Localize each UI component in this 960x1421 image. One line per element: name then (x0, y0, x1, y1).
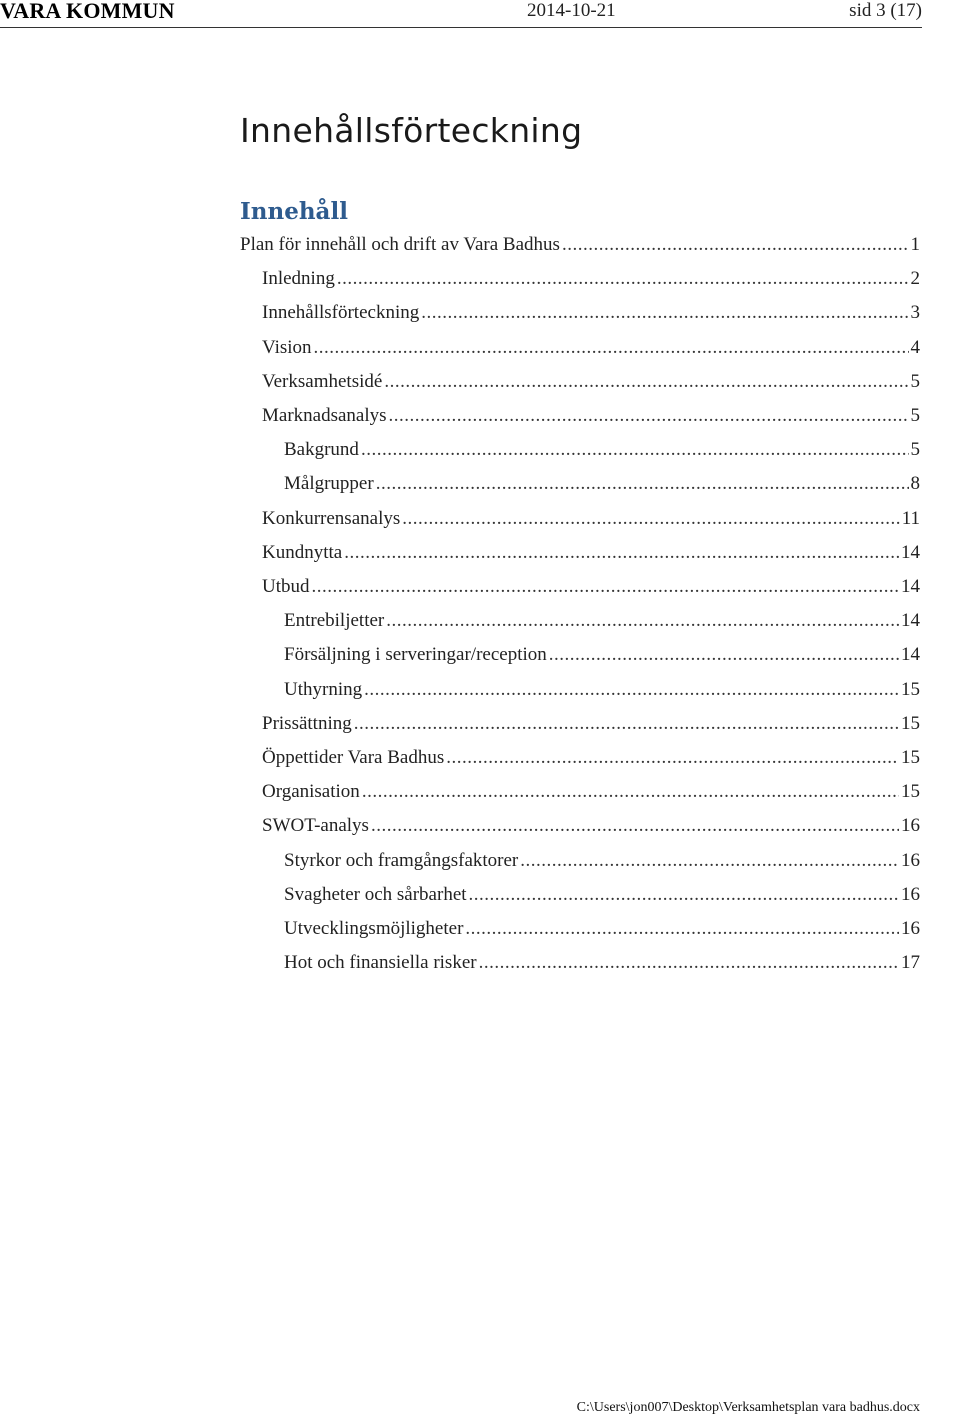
toc-dot-leader (354, 713, 899, 735)
toc-entry-label: Hot och finansiella risker (284, 952, 477, 973)
toc-entry[interactable] (262, 302, 920, 328)
toc-entry[interactable] (284, 918, 920, 944)
toc-entry-page: 8 (910, 473, 920, 494)
toc-entry-label: Kundnytta (262, 542, 343, 563)
toc-dot-leader (314, 337, 909, 359)
toc-entry[interactable] (262, 815, 920, 841)
toc-entry-label: Utbud (262, 576, 310, 597)
toc-entry-page: 5 (910, 371, 920, 392)
toc-entry-page: 1 (910, 234, 920, 255)
toc-entry-label: Vision (262, 337, 312, 358)
toc-dot-leader (384, 371, 908, 393)
toc-entry[interactable] (284, 473, 920, 499)
toc-dot-leader (389, 405, 909, 427)
toc-entry[interactable] (284, 884, 920, 910)
toc-entry-label: Innehållsförteckning (262, 302, 420, 323)
toc-entry[interactable] (262, 747, 920, 773)
toc-dot-leader (562, 234, 909, 256)
toc-entry-label: Verksamhetsidé (262, 371, 383, 392)
toc-entry-page: 4 (910, 337, 920, 358)
toc-entry-label: Målgrupper (284, 473, 374, 494)
toc-entry[interactable] (240, 234, 920, 260)
toc-entry[interactable] (284, 850, 920, 876)
toc-dot-leader (337, 268, 909, 290)
toc-entry[interactable] (262, 508, 920, 534)
toc-dot-leader (446, 747, 899, 769)
toc-dot-leader (479, 952, 899, 974)
toc-entry-page: 15 (901, 679, 920, 700)
toc-dot-leader (421, 302, 908, 324)
toc-dot-leader (361, 439, 909, 461)
toc-entry[interactable] (284, 952, 920, 978)
toc-entry-label: Utvecklingsmöjligheter (284, 918, 464, 939)
toc-entry-page: 5 (910, 439, 920, 460)
toc-entry-label: Öppettider Vara Badhus (262, 747, 445, 768)
toc-heading: Innehåll (240, 198, 348, 225)
toc-entry[interactable] (284, 644, 920, 670)
toc-entry-label: SWOT-analys (262, 815, 369, 836)
toc-entry-page: 17 (901, 952, 920, 973)
toc-entry[interactable] (284, 439, 920, 465)
toc-entry-label: Bakgrund (284, 439, 359, 460)
toc-entry-label: Prissättning (262, 713, 352, 734)
toc-entry-page: 3 (910, 302, 920, 323)
toc-entry-page: 14 (901, 576, 920, 597)
toc-entry[interactable] (262, 371, 920, 397)
toc-entry-label: Marknadsanalys (262, 405, 387, 426)
toc-entry-label: Uthyrning (284, 679, 363, 700)
toc-entry-page: 16 (901, 850, 920, 871)
toc-entry-page: 16 (901, 815, 920, 836)
toc-entry-label: Styrkor och framgångsfaktorer (284, 850, 519, 871)
toc-entry-label: Entrebiljetter (284, 610, 385, 631)
file-path-footer: C:\Users\jon007\Desktop\Verksamhetsplan vara badhus.docx (576, 1400, 920, 1415)
toc-entry-label: Svagheter och sårbarhet (284, 884, 467, 905)
toc-dot-leader (469, 884, 899, 906)
toc-dot-leader (312, 576, 900, 598)
toc-entry-page: 15 (901, 781, 920, 802)
toc-entry[interactable] (262, 405, 920, 431)
toc-entry[interactable] (262, 576, 920, 602)
toc-entry-label: Organisation (262, 781, 360, 802)
toc-dot-leader (371, 815, 899, 837)
toc-entry[interactable] (262, 268, 920, 294)
toc-dot-leader (364, 679, 899, 701)
toc-dot-leader (386, 610, 899, 632)
toc-entry-label: Konkurrensanalys (262, 508, 401, 529)
toc-dot-leader (376, 473, 909, 495)
page-header (0, 0, 922, 28)
toc-entry[interactable] (262, 337, 920, 363)
toc-dot-leader (520, 850, 899, 872)
toc-entry[interactable] (262, 542, 920, 568)
toc-entry-page: 16 (901, 918, 920, 939)
toc-dot-leader (344, 542, 899, 564)
toc-dot-leader (465, 918, 899, 940)
toc-entry-label: Plan för innehåll och drift av Vara Badhus (240, 234, 560, 255)
toc-dot-leader (362, 781, 899, 803)
toc-entry[interactable] (284, 679, 920, 705)
toc-entry-page: 15 (901, 747, 920, 768)
toc-entry-page: 14 (901, 542, 920, 563)
toc-entry-label: Inledning (262, 268, 335, 289)
toc-entry[interactable] (284, 610, 920, 636)
toc-entry-page: 2 (910, 268, 920, 289)
toc-dot-leader (402, 508, 899, 530)
page-title: Innehållsförteckning (240, 111, 583, 150)
toc-entry-page: 16 (901, 884, 920, 905)
page-number: sid 3 (17) (849, 0, 922, 21)
document-date: 2014-10-21 (527, 0, 616, 21)
toc-entry-page: 14 (901, 610, 920, 631)
toc-dot-leader (549, 644, 899, 666)
organization-name: VARA KOMMUN (0, 0, 175, 23)
toc-entry[interactable] (262, 713, 920, 739)
toc-entry-page: 15 (901, 713, 920, 734)
toc-entry-page: 11 (901, 508, 920, 529)
toc-entry-page: 5 (910, 405, 920, 426)
toc-entry-label: Försäljning i serveringar/reception (284, 644, 547, 665)
toc-entry[interactable] (262, 781, 920, 807)
toc-entry-page: 14 (901, 644, 920, 665)
